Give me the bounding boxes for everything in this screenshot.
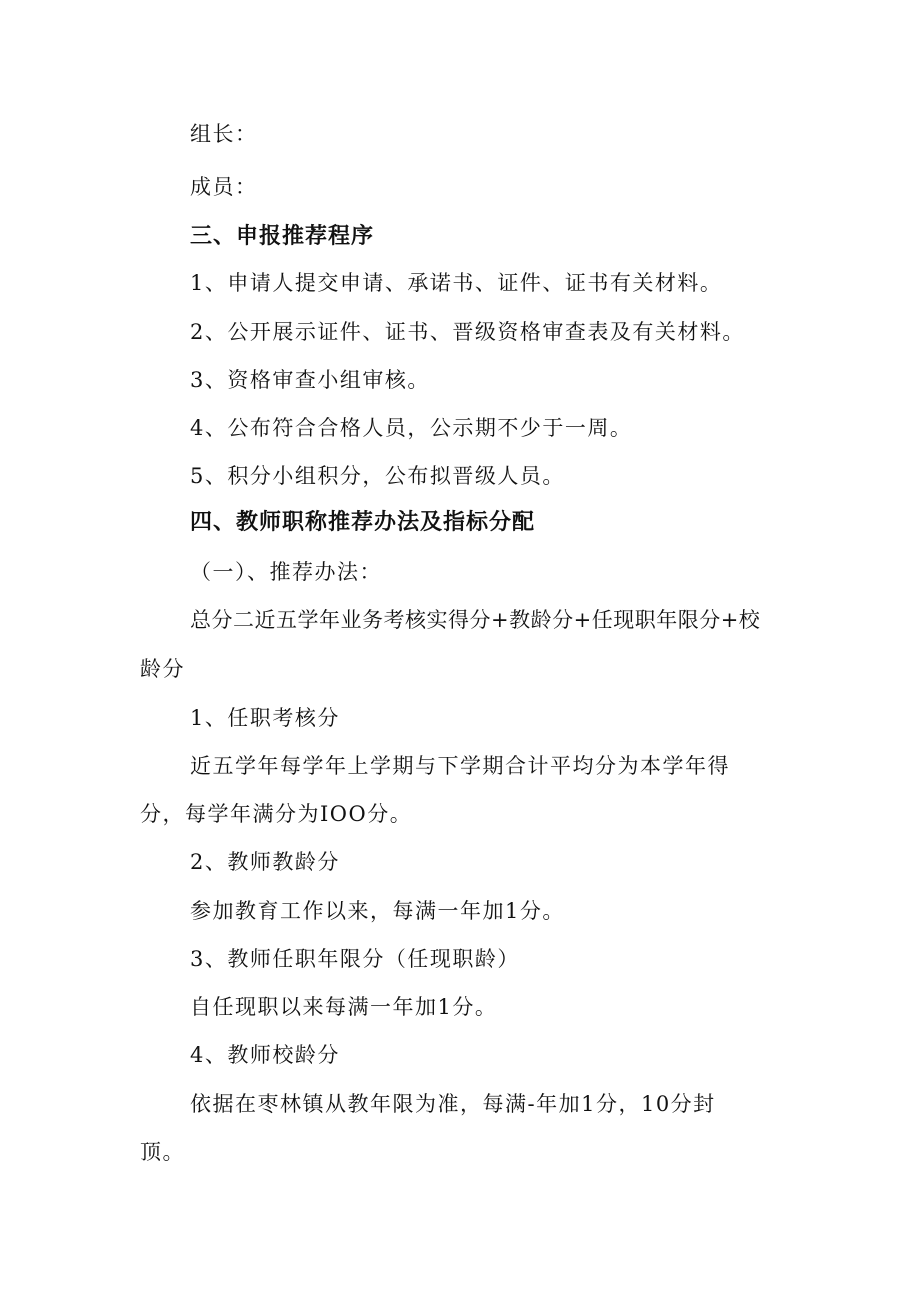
item3-title: 3、教师任职年限分（任现职龄） xyxy=(190,947,520,971)
formula-line-2: 龄分 xyxy=(140,657,185,681)
section4-heading: 四、教师职称推荐办法及指标分配 xyxy=(190,510,536,535)
item3-text: 自任现职以来每满一年加1分。 xyxy=(190,995,498,1019)
step-5: 5、积分小组积分，公布拟晋级人员。 xyxy=(190,464,565,488)
members-line: 成员： xyxy=(190,175,258,199)
step-4: 4、公布符合合格人员，公示期不少于一周。 xyxy=(190,416,633,440)
formula-line-1: 总分二近五学年业务考核实得分+教龄分+任现职年限分+校 xyxy=(190,608,761,632)
step-1: 1、申请人提交申请、承诺书、证件、证书有关材料。 xyxy=(190,271,723,295)
step-3: 3、资格审查小组审核。 xyxy=(190,368,430,392)
item2-text: 参加教育工作以来，每满一年加1分。 xyxy=(190,899,565,923)
item1-text-line-1: 近五学年每学年上学期与下学期合计平均分为本学年得 xyxy=(190,754,730,778)
step-2: 2、公开展示证件、证书、晋级资格审查表及有关材料。 xyxy=(190,320,745,344)
item2-title: 2、教师教龄分 xyxy=(190,850,340,874)
item1-title: 1、任职考核分 xyxy=(190,706,340,730)
item1-text-line-2: 分，每学年满分为IOO分。 xyxy=(140,802,413,826)
item4-text-line-1: 依据在枣林镇从教年限为准，每满-年加1分，10分封 xyxy=(190,1092,716,1116)
item4-text-line-2: 顶。 xyxy=(140,1140,185,1164)
method-subheading: （一）、推荐办法： xyxy=(190,560,382,584)
section3-heading: 三、申报推荐程序 xyxy=(190,224,375,249)
leader-line: 组长： xyxy=(190,122,258,146)
item4-title: 4、教师校龄分 xyxy=(190,1043,340,1067)
